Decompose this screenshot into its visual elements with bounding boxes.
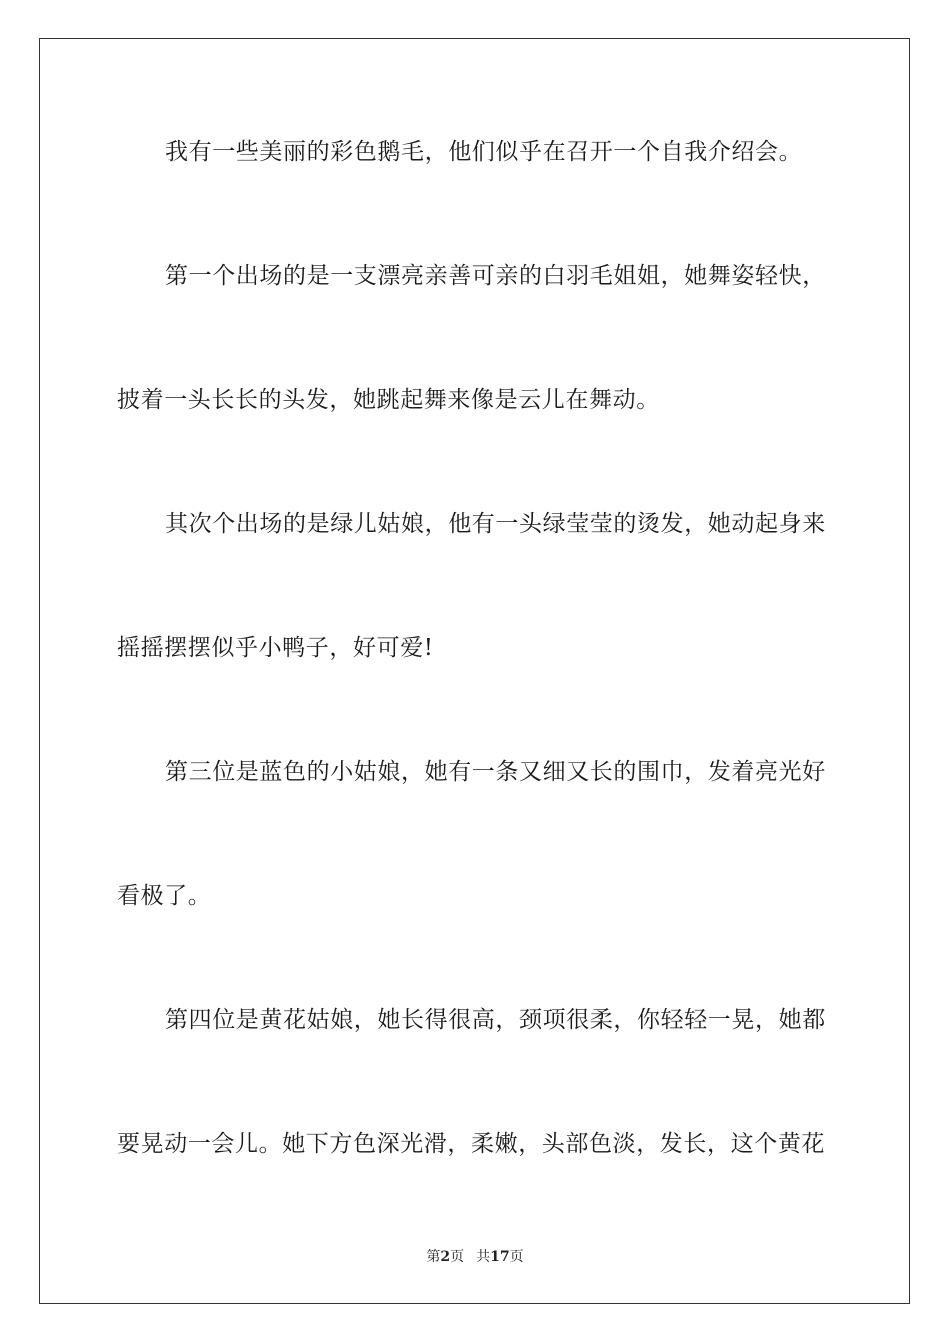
text-line-8: 第四位是黄花姑娘，她长得很高，颈项很柔，你轻轻一晃，她都 [165, 1007, 826, 1033]
text-line-7: 看极了。 [117, 883, 212, 909]
page-number: 2 [440, 1249, 451, 1265]
total-suffix: 页 [509, 1249, 524, 1265]
page-footer [0, 1247, 950, 1267]
text-line-9: 要晃动一会儿。她下方色深光滑，柔嫩，头部色淡，发长，这个黄花 [117, 1131, 825, 1157]
page-border [39, 38, 910, 1304]
text-line-5: 摇摇摆摆似乎小鸭子，好可爱! [117, 635, 434, 661]
page-prefix: 第 [426, 1249, 441, 1265]
text-line-3: 披着一头长长的头发，她跳起舞来像是云儿在舞动。 [117, 387, 660, 413]
page-suffix: 页 [450, 1249, 465, 1265]
text-line-1: 我有一些美丽的彩色鹅毛，他们似乎在召开一个自我介绍会。 [165, 139, 803, 165]
text-line-2: 第一个出场的是一支漂亮亲善可亲的白羽毛姐姐，她舞姿轻快， [165, 263, 826, 289]
total-pages: 17 [490, 1249, 510, 1265]
text-line-4: 其次个出场的是绿儿姑娘，他有一头绿莹莹的烫发，她动起身来 [165, 511, 826, 537]
text-line-6: 第三位是蓝色的小姑娘，她有一条又细又长的围巾，发着亮光好 [165, 759, 826, 785]
total-prefix: 共 [476, 1249, 491, 1265]
